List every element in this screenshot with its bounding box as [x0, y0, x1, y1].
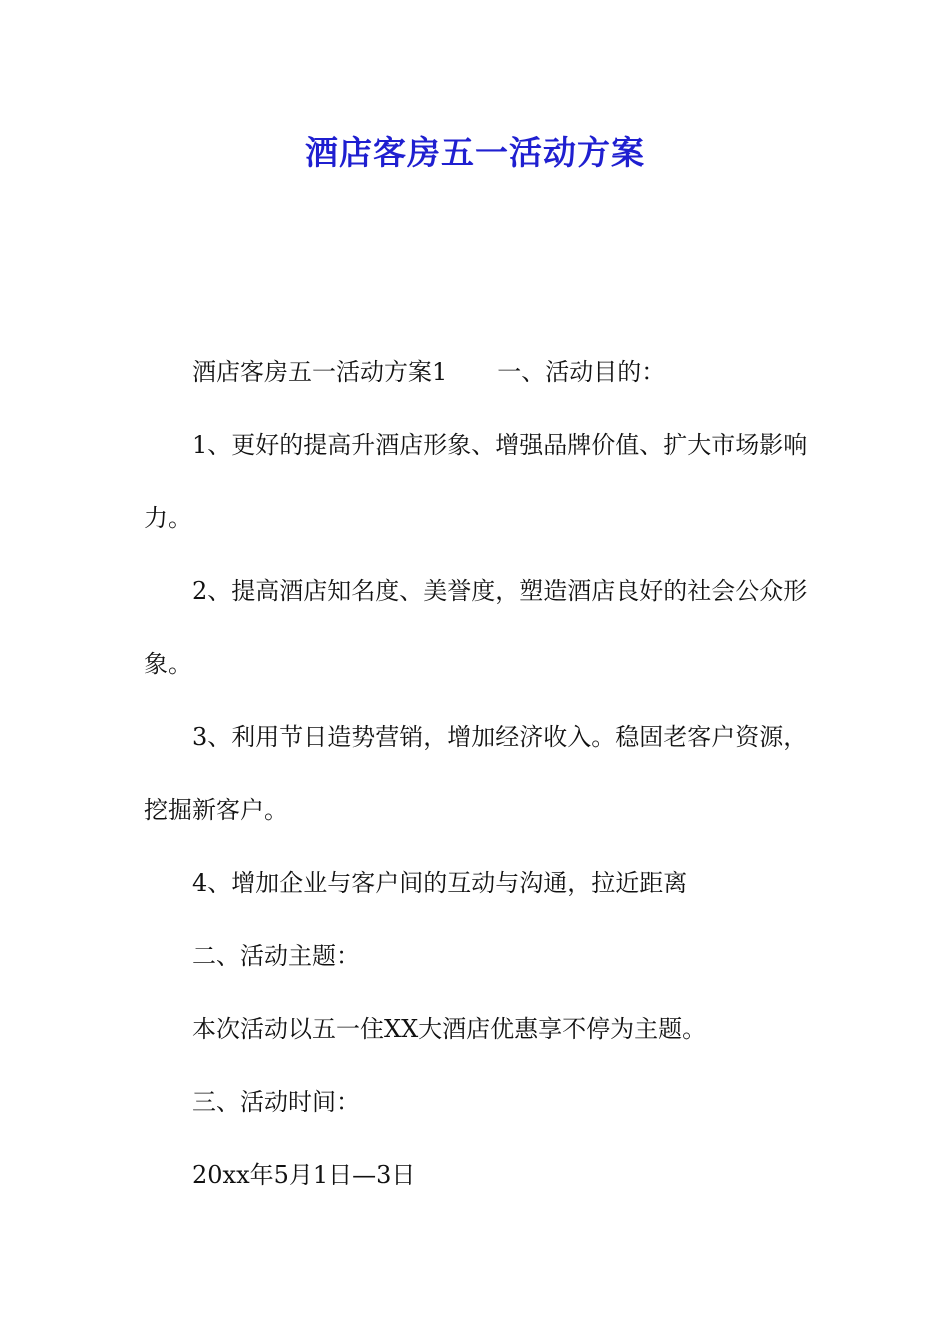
paragraph-time: 20xx年5月1日—3日: [192, 1161, 416, 1189]
section-heading-theme: 二、活动主题：: [192, 942, 360, 970]
paragraph-purpose-1: 1、更好的提高升酒店形象、增强品牌价值、扩大市场影响力。: [144, 431, 808, 532]
document-body: [144, 336, 809, 1212]
paragraph-purpose-3: 3、利用节日造势营销，增加经济收入。稳固老客户资源，挖掘新客户。: [144, 723, 808, 824]
section-heading-plan: 酒店客房五一活动方案1: [192, 358, 448, 386]
paragraph-purpose-4: 4、增加企业与客户间的互动与沟通，拉近距离: [192, 869, 688, 897]
paragraph-intro: [144, 336, 809, 409]
section-heading-purpose: 一、活动目的：: [497, 358, 666, 386]
paragraph-purpose-2: 2、提高酒店知名度、美誉度，塑造酒店良好的社会公众形象。: [144, 577, 808, 678]
paragraph-theme: 本次活动以五一住XX大酒店优惠享不停为主题。: [192, 1015, 707, 1043]
document-title: 酒店客房五一活动方案: [305, 133, 645, 172]
section-heading-time: 三、活动时间：: [192, 1088, 360, 1116]
